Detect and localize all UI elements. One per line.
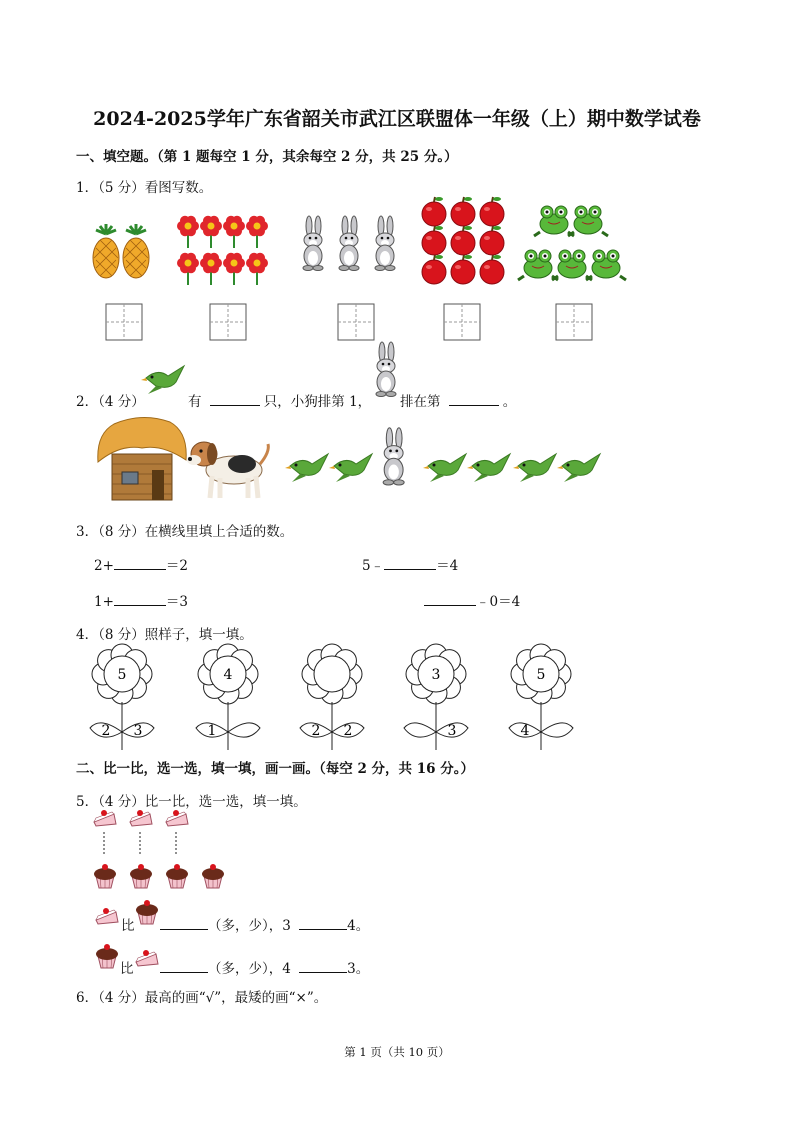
equation-4-right: ﹣0＝4 <box>476 594 521 610</box>
flower-left-leaf-number: 2 <box>101 723 111 739</box>
compare-row-1-options: （多，少），3 <box>208 918 291 934</box>
answer-blank[interactable] <box>299 917 347 930</box>
equation-3-right: ＝3 <box>165 594 188 610</box>
cupcake-icon <box>166 864 188 888</box>
question-2-prefix: 2．（4 分） <box>76 394 145 410</box>
flower-left-leaf-number: 4 <box>520 723 530 739</box>
cake-comparison-image <box>90 806 240 896</box>
cake-slice-icon <box>96 908 118 924</box>
bird-icon <box>513 454 556 482</box>
question-2-position: 排在第 <box>400 394 441 410</box>
cake-slice-icon <box>132 946 160 968</box>
equation-4 <box>424 590 520 610</box>
question-2-dog-rank: 只，小狗排第 1， <box>263 394 372 410</box>
equation-3-left: 1+ <box>94 594 114 610</box>
compare-row-2 <box>160 957 369 977</box>
bird-icon <box>467 454 510 482</box>
equation-2-right: ＝4 <box>436 558 459 574</box>
bird-icon <box>329 454 372 482</box>
cake-slice-icon <box>130 810 152 826</box>
answer-blank[interactable] <box>299 960 347 973</box>
section-2-heading: 二、比一比，选一选，填一填，画一画。（每空 2 分，共 16 分。） <box>76 761 474 777</box>
compare-row-1-end: 4。 <box>347 918 370 934</box>
question-2-label <box>76 390 145 410</box>
answer-blank[interactable] <box>384 557 436 570</box>
number-flower <box>509 644 573 750</box>
bird-icon <box>557 454 600 482</box>
compare-row-1 <box>160 914 369 934</box>
answer-box <box>338 304 374 340</box>
flower-center-number: 5 <box>536 667 546 683</box>
question-6-label: 6．（4 分）最高的画“√”，最矮的画“×”。 <box>76 990 328 1006</box>
flower-center-number: 4 <box>223 667 233 683</box>
answer-box <box>106 304 142 340</box>
answer-blank[interactable] <box>210 393 260 406</box>
answer-box <box>444 304 480 340</box>
question-2-you: 有 <box>188 394 202 410</box>
cake-slice-icon <box>136 950 158 966</box>
equation-2 <box>362 554 458 574</box>
answer-box <box>556 304 592 340</box>
number-flower <box>300 644 364 750</box>
compare-row-1-bi: 比 <box>121 918 135 934</box>
equation-2-left: 5﹣ <box>362 558 385 574</box>
answer-blank[interactable] <box>160 917 208 930</box>
bird-icon <box>285 454 328 482</box>
cupcake-icon <box>96 944 118 968</box>
number-flower <box>90 644 154 750</box>
number-flowers <box>0 640 794 752</box>
answer-box <box>210 304 246 340</box>
question-2-end: 。 <box>502 394 517 410</box>
answer-blank[interactable] <box>114 557 166 570</box>
answer-boxes <box>0 0 794 400</box>
flower-left-leaf-number: 1 <box>207 723 217 739</box>
cupcake-icon <box>202 864 224 888</box>
compare-row-2-options: （多，少），4 <box>208 961 291 977</box>
page-title: 2024-2025学年广东省韶关市武江区联盟体一年级（上）期中数学试卷 <box>93 108 701 130</box>
cake-slice-icon <box>94 810 116 826</box>
bird-icon <box>144 364 186 398</box>
hut-image <box>92 414 192 504</box>
dog-image <box>186 432 272 502</box>
queue-row-image <box>280 428 610 498</box>
answer-blank[interactable] <box>449 393 499 406</box>
cake-slice-icon <box>166 810 188 826</box>
number-flower <box>404 644 468 750</box>
flower-right-leaf-number: 3 <box>133 723 143 739</box>
rabbit-icon <box>383 428 404 485</box>
compare-row-2-end: 3。 <box>347 961 370 977</box>
flower-left-leaf-number: 2 <box>311 723 321 739</box>
question-1-label: 1．（5 分）看图写数。 <box>76 180 213 196</box>
number-flower <box>196 644 260 750</box>
flower-right-leaf-number: 3 <box>447 723 457 739</box>
compare-row-2-bi: 比 <box>120 961 134 977</box>
answer-blank[interactable] <box>160 960 208 973</box>
cake-slice-icon <box>92 904 120 926</box>
equation-1-right: ＝2 <box>165 558 188 574</box>
cupcake-icon <box>130 864 152 888</box>
answer-blank[interactable] <box>114 593 166 606</box>
question-5-label: 5．（4 分）比一比，选一选，填一填。 <box>76 794 307 810</box>
cupcake-icon <box>134 898 160 926</box>
answer-blank[interactable] <box>424 593 476 606</box>
flower-right-leaf-number: 2 <box>343 723 353 739</box>
equation-3 <box>94 590 188 610</box>
flower-center-number: 5 <box>117 667 127 683</box>
equation-1-left: 2+ <box>94 558 114 574</box>
section-1-heading: 一、填空题。（第 1 题每空 1 分，其余每空 2 分，共 25 分。） <box>76 149 458 165</box>
flower-center-number: 3 <box>431 667 441 683</box>
question-3-label: 3．（8 分）在横线里填上合适的数。 <box>76 524 294 540</box>
page-footer: 第 1 页（共 10 页） <box>344 1045 450 1059</box>
cupcake-icon <box>94 864 116 888</box>
rabbit-icon <box>372 344 400 402</box>
cupcake-icon <box>94 942 120 970</box>
cupcake-icon <box>136 900 158 924</box>
rabbit-icon <box>376 342 396 397</box>
bird-icon <box>423 454 466 482</box>
question-4-label: 4．（8 分）照样子，填一填。 <box>76 627 253 643</box>
equation-1 <box>94 554 188 574</box>
